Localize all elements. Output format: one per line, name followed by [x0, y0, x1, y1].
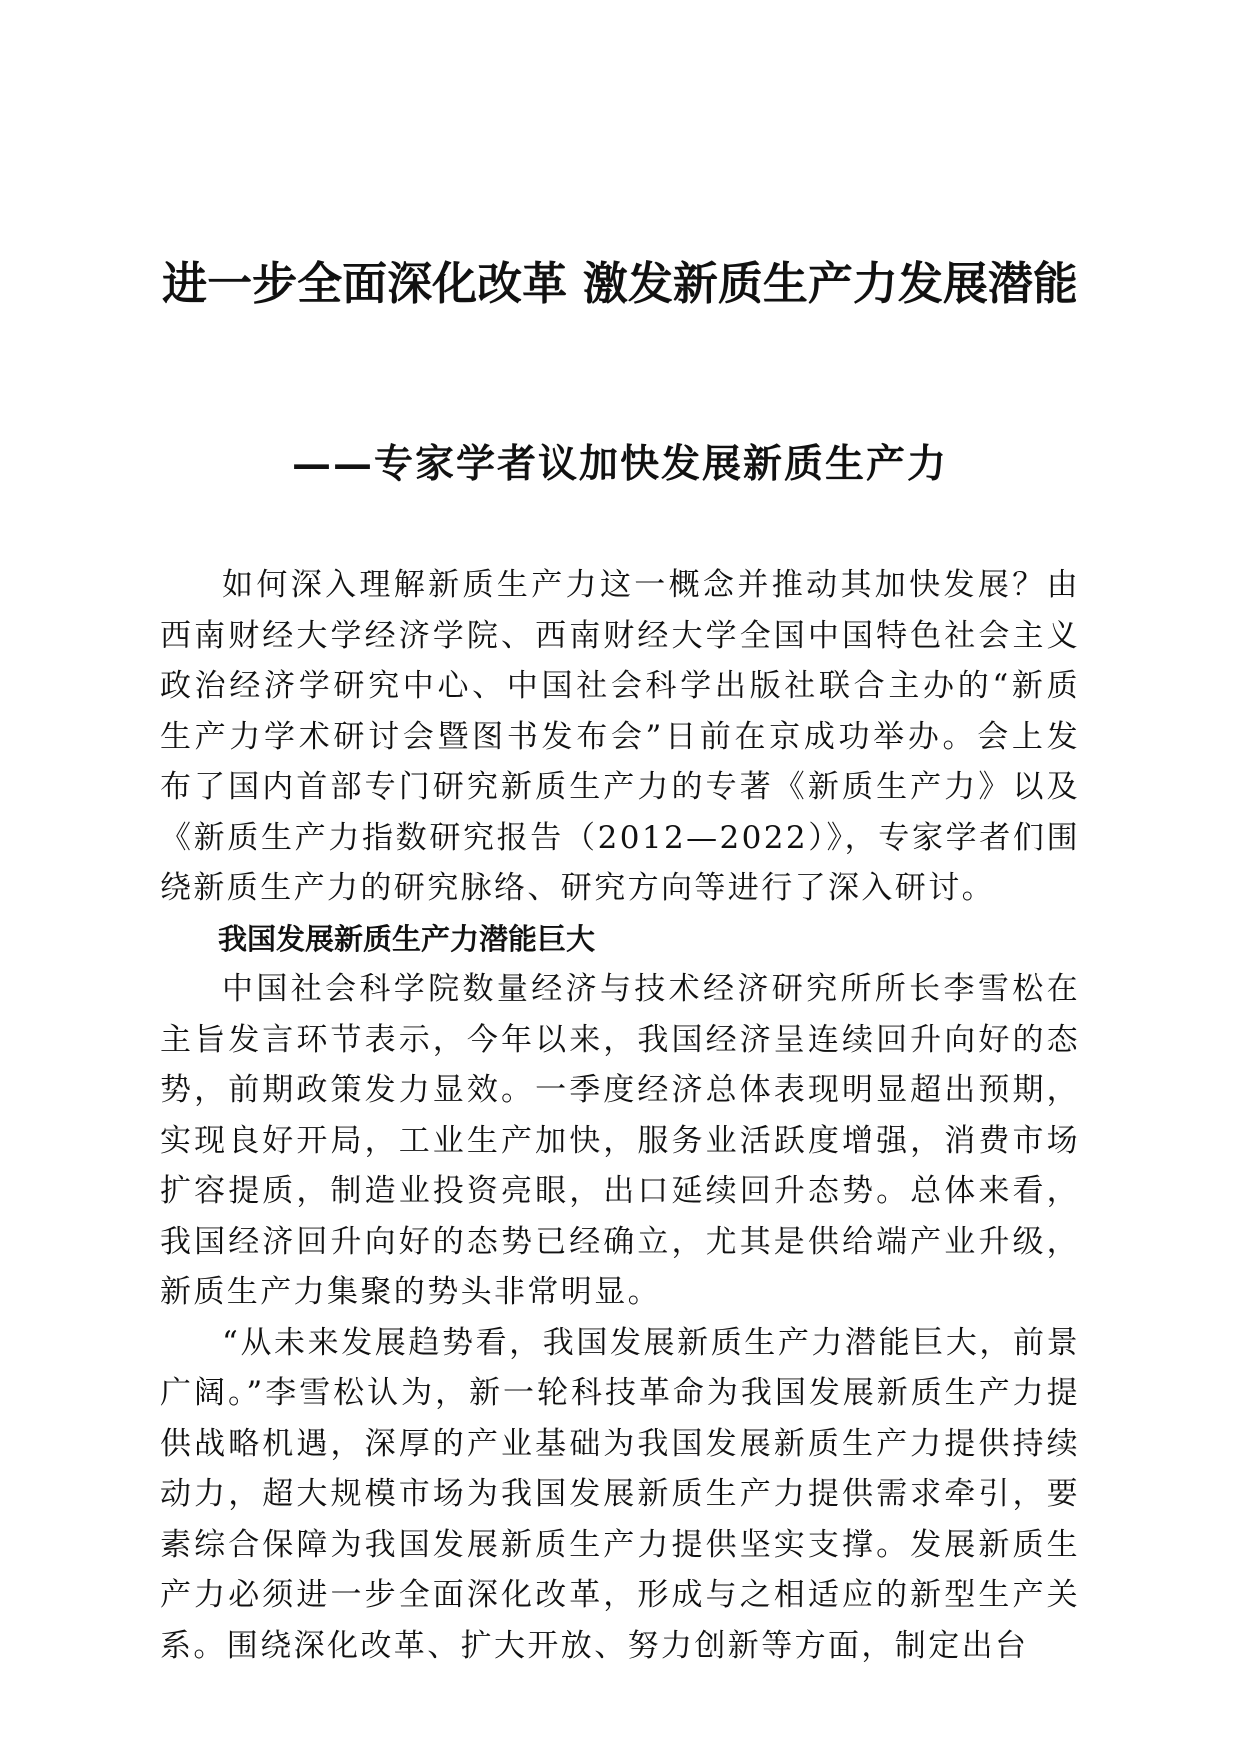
document-body: [160, 560, 1080, 1671]
paragraph-future-trend: “从未来发展趋势看，我国发展新质生产力潜能巨大，前景广阔。”李雪松认为，新一轮科技革命为我国发展新质生产力提供战略机遇，深厚的产业基础为我国发展新质生产力提供持续动力，超大规模市场为我国发展新质生产力提供需求牵引，要素综合保障为我国发展新质生产力提供坚实支撑。发展新质生产力必须进一步全面深化改革，形成与之相适应的新型生产关系。围绕深化改革、扩大开放、努力创新等方面，制定出台: [160, 1324, 1080, 1664]
section-heading: 我国发展新质生产力潜能巨大: [218, 921, 596, 956]
document-title: 进一步全面深化改革 激发新质生产力发展潜能: [162, 257, 1078, 310]
paragraph-li-xuesong-remarks: 中国社会科学院数量经济与技术经济研究所所长李雪松在主旨发言环节表示，今年以来，我国经济呈连续回升向好的态势，前期政策发力显效。一季度经济总体表现明显超出预期，实现良好开局，工业生产加快，服务业活跃度增强，消费市场扩容提质，制造业投资亮眼，出口延续回升态势。总体来看，我国经济回升向好的态势已经确立，尤其是供给端产业升级，新质生产力集聚的势头非常明显。: [160, 971, 1080, 1310]
document-subtitle: ——专家学者议加快发展新质生产力: [291, 441, 948, 487]
paragraph-intro: 如何深入理解新质生产力这一概念并推动其加快发展？由西南财经大学经济学院、西南财经大学全国中国特色社会主义政治经济学研究中心、中国社会科学出版社联合主办的“新质生产力学术研讨会暨图书发布会”日前在京成功举办。会上发布了国内首部专门研究新质生产力的专著《新质生产力》以及《新质生产力指数研究报告（2012—2022）》，专家学者们围绕新质生产力的研究脉络、研究方向等进行了深入研讨。: [160, 567, 1080, 906]
